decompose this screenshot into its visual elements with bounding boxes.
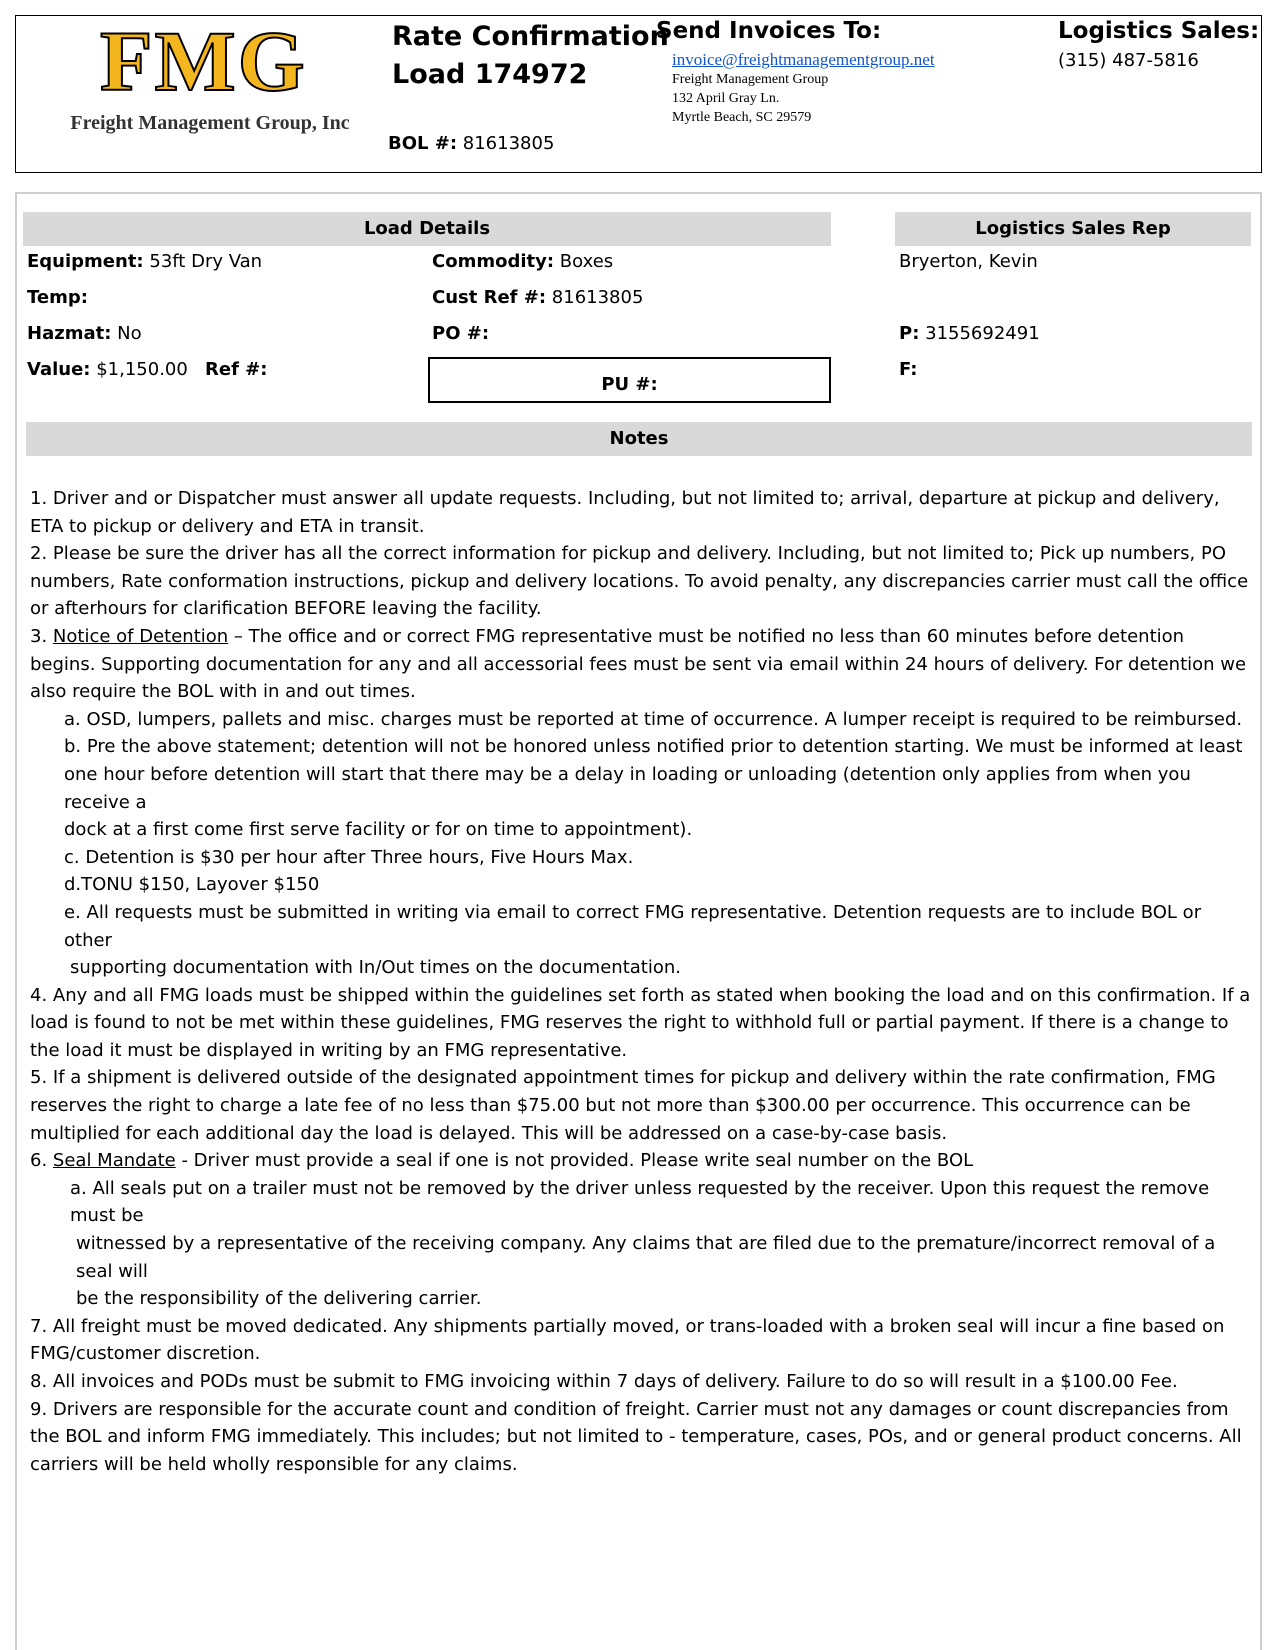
note-1: 1. Driver and or Dispatcher must answer all update requests. Including, but not limited to; arrival, departure at pickup and delivery, ETA to pickup or delivery and ETA in transit. xyxy=(30,488,1220,537)
value-value: $1,150.00 xyxy=(96,359,188,380)
note-6a-line2: witnessed by a representative of the receiving company. Any claims that are filed due to the premature/incorrect removal of a seal will xyxy=(76,1233,1216,1282)
fmg-logo xyxy=(40,13,380,140)
notes-heading: Notes xyxy=(26,422,1252,456)
note-3c: c. Detention is $30 per hour after Three hours, Five Hours Max. xyxy=(64,846,634,868)
sales-rep-fax-field xyxy=(899,359,918,380)
note-3e-line1: e. All requests must be submitted in writing via email to correct FMG representative. Detention requests are to include BOL or other xyxy=(64,901,1202,951)
cust-ref-value: 81613805 xyxy=(551,287,644,308)
invoice-block xyxy=(656,18,935,127)
note-8: 8. All invoices and PODs must be submit to FMG invoicing within 7 days of delivery. Failure to do so will result in a $100.00 Fee. xyxy=(30,1371,1178,1392)
po-field xyxy=(432,323,489,344)
commodity-label: Commodity: xyxy=(432,251,555,272)
note-3-text: – The office and or correct FMG representative must be notified no less than 60 minutes before detention begins. Supporting documentation for any and all accessorial fees must be sent via email within 24 hours of delivery. For detention we also require the BOL with in and out times. xyxy=(30,625,1247,703)
hazmat-value: No xyxy=(117,323,142,344)
po-label: PO #: xyxy=(432,323,490,344)
note-6a-line3: be the responsibility of the delivering carrier. xyxy=(76,1288,482,1310)
logo-mark: FMG xyxy=(100,13,307,109)
note-3d: d.TONU $150, Layover $150 xyxy=(64,874,320,896)
note-6 xyxy=(30,1147,1252,1175)
value-field xyxy=(27,359,188,380)
seal-mandate-title: Seal Mandate xyxy=(52,1150,176,1172)
temp-field xyxy=(27,287,88,308)
cust-ref-label: Cust Ref #: xyxy=(432,287,547,308)
commodity-value: Boxes xyxy=(559,251,614,272)
invoices-heading: Send Invoices To: xyxy=(656,18,882,44)
invoice-company: Freight Management Group xyxy=(672,72,829,87)
sales-rep-phone-value: 3155692491 xyxy=(925,323,1040,344)
note-5: 5. If a shipment is delivered outside of the designated appointment times for pickup and delivery within the rate confirmation, FMG reserves the right to charge a late fee of no less than $75.00 but not more than $300.00 per occurrence. This occurrence can be multiplied for each additional day the load is delayed. This will be addressed on a case-by-case basis. xyxy=(30,1067,1216,1144)
hazmat-label: Hazmat: xyxy=(27,323,112,344)
note-7: 7. All freight must be moved dedicated. Any shipments partially moved, or trans-loaded with a broken seal will incur a fine based on FMG/customer discretion. xyxy=(30,1315,1225,1365)
equipment-value: 53ft Dry Van xyxy=(149,251,263,272)
sales-rep-name: Bryerton, Kevin xyxy=(899,251,1038,272)
note-4: 4. Any and all FMG loads must be shipped within the guidelines set forth as stated when booking the load and on this confirmation. If a load is found to not be met within these guidelines, FMG reserves the right to withhold full or partial payment. If there is a change to the load it must be displayed in writing by an FMG representative. xyxy=(30,984,1251,1061)
sales-rep-phone-field xyxy=(899,323,1040,344)
invoice-city: Myrtle Beach, SC 29579 xyxy=(672,110,812,125)
ref-label: Ref #: xyxy=(205,359,268,380)
cust-ref-field xyxy=(432,287,643,308)
invoice-street: 132 April Gray Ln. xyxy=(672,91,780,106)
temp-label: Temp: xyxy=(27,287,88,308)
ref-field xyxy=(205,359,267,380)
note-2: 2. Please be sure the driver has all the correct information for pickup and delivery. Including, but not limited to; Pick up numbers, PO numbers, Rate conformation instructions, pickup and delivery locations. To avoid penalty, any discrepancies carrier must call the office or afterhours for clarification BEFORE leaving the facility. xyxy=(30,543,1249,620)
note-3-number: 3. xyxy=(30,625,48,647)
note-3 xyxy=(30,623,1252,706)
logistics-sales-heading: Logistics Sales: xyxy=(1058,18,1260,44)
sales-rep-phone-label: P: xyxy=(899,323,920,344)
note-3b-line2: one hour before detention will start that there may be a delay in loading or unloading (detention only applies from when you receive a xyxy=(64,763,1191,813)
note-6-number: 6. xyxy=(30,1150,48,1172)
note-3e-line2: supporting documentation with In/Out times on the documentation. xyxy=(70,957,681,979)
notice-of-detention-title: Notice of Detention xyxy=(52,625,229,647)
pu-number-box xyxy=(428,357,831,403)
title-rate-confirmation: Rate Confirmation xyxy=(392,21,669,52)
load-details-heading: Load Details xyxy=(23,212,831,246)
notes-body xyxy=(30,485,1252,1478)
note-6a-line1: a. All seals put on a trailer must not be removed by the driver unless requested by the receiver. Upon this request the remove must be xyxy=(70,1177,1210,1227)
bol-label: BOL #: xyxy=(388,133,458,154)
document-title xyxy=(392,18,669,94)
title-load-number: Load 174972 xyxy=(392,59,588,90)
note-3b-line3: dock at a first come first serve facility or for on time to appointment). xyxy=(64,819,693,841)
logistics-sales-phone: (315) 487-5816 xyxy=(1058,50,1199,71)
logo-subtitle: Freight Management Group, Inc xyxy=(70,112,350,134)
sales-rep-fax-label: F: xyxy=(899,359,918,380)
note-6-text: - Driver must provide a seal if one is not provided. Please write seal number on the BOL xyxy=(181,1150,974,1172)
bol-number xyxy=(388,133,554,154)
hazmat-field xyxy=(27,323,142,344)
note-3b-line1: b. Pre the above statement; detention will not be honored unless notified prior to detention starting. We must be informed at least xyxy=(64,736,1243,758)
commodity-field xyxy=(432,251,613,272)
bol-value: 81613805 xyxy=(462,133,555,154)
note-9: 9. Drivers are responsible for the accurate count and condition of freight. Carrier must not any damages or count discrepancies from the BOL and inform FMG immediately. This includes; but not limited to - temperature, cases, POs, and or general product concerns. All carriers will be held wholly responsible for any claims. xyxy=(30,1398,1242,1475)
sales-rep-heading: Logistics Sales Rep xyxy=(895,212,1251,246)
logistics-sales-block xyxy=(1058,18,1259,71)
value-label: Value: xyxy=(27,359,91,380)
equipment-label: Equipment: xyxy=(27,251,144,272)
invoice-email-link[interactable]: invoice@freightmanagementgroup.net xyxy=(672,50,935,69)
pu-label: PU #: xyxy=(601,374,658,395)
note-3a: a. OSD, lumpers, pallets and misc. charges must be reported at time of occurrence. A lumper receipt is required to be reimbursed. xyxy=(64,708,1243,730)
equipment-field xyxy=(27,251,262,272)
